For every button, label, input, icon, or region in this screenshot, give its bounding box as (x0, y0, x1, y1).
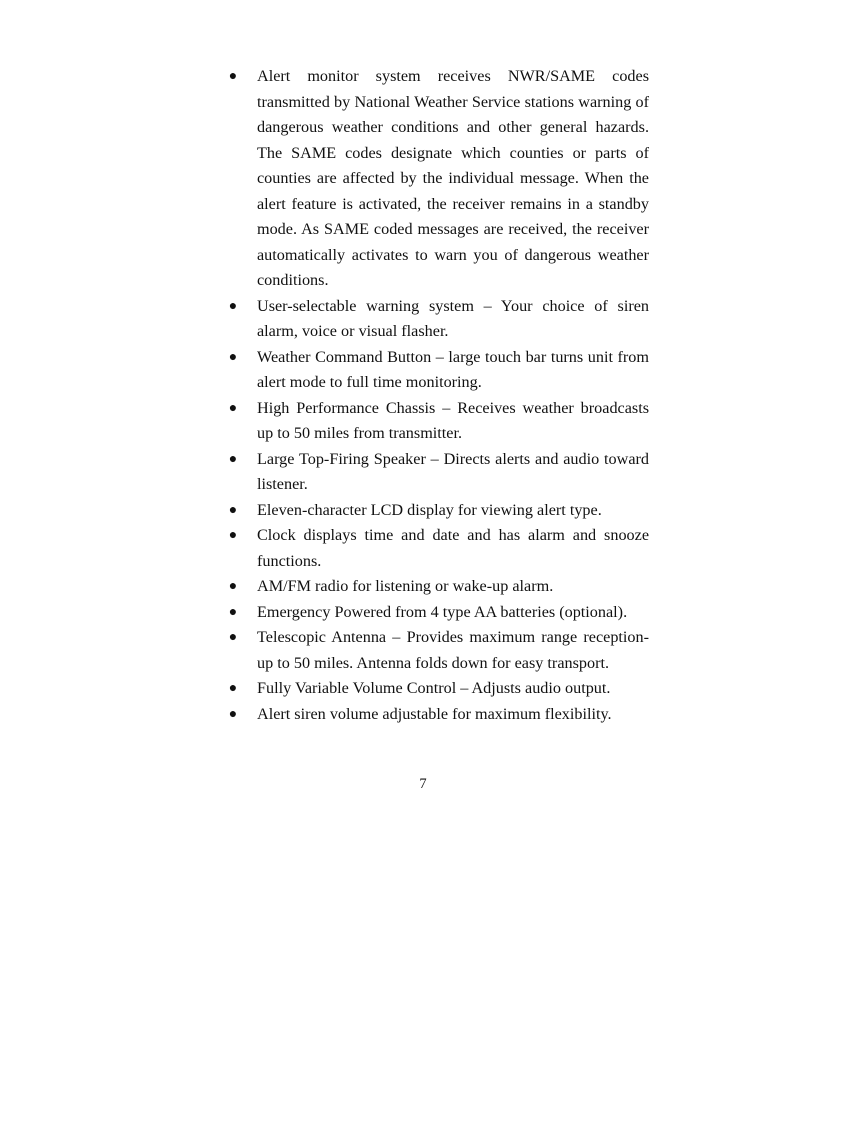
page-number: 7 (419, 776, 427, 792)
list-item-text: Large Top-Firing Speaker – Directs alerts and audio toward listener. (257, 449, 649, 493)
list-item (228, 64, 649, 294)
bullet-dot-icon: ● (228, 69, 238, 84)
bullet-dot-icon: ● (228, 706, 238, 722)
bullet-dot-icon: ● (228, 681, 238, 696)
bullet-dot-icon: ● (228, 579, 238, 594)
list-item (228, 676, 649, 702)
feature-list (228, 64, 649, 727)
bullet-dot-icon: ● (228, 528, 238, 543)
bullet-dot-icon: ● (228, 349, 238, 365)
bullet-dot-icon: ● (228, 400, 238, 416)
bullet-dot-icon: ● (228, 604, 238, 620)
list-item (228, 600, 649, 626)
bullet-dot-icon: ● (228, 630, 238, 645)
list-item-text: AM/FM radio for listening or wake-up alarm. (257, 577, 554, 595)
bullet-dot-icon: ● (228, 298, 238, 314)
list-item (228, 498, 649, 524)
list-item-text: Telescopic Antenna – Provides maximum range reception-up to 50 miles. Antenna folds down for easy transport. (257, 628, 649, 672)
list-item (228, 574, 649, 600)
list-item-text: Alert siren volume adjustable for maximum flexibility. (257, 704, 612, 723)
list-item-text: User-selectable warning system – Your choice of siren alarm, voice or visual flasher. (257, 296, 649, 340)
list-item-text: High Performance Chassis – Receives weather broadcasts up to 50 miles from transmitter. (257, 398, 649, 442)
list-item-text: Emergency Powered from 4 type AA batteries (optional). (257, 602, 628, 621)
list-item (228, 345, 649, 396)
bullet-dot-icon: ● (228, 502, 238, 518)
bullet-dot-icon: ● (228, 451, 238, 467)
list-item-text: Clock displays time and date and has alarm and snooze functions. (257, 526, 649, 570)
list-item (228, 396, 649, 447)
list-item (228, 625, 649, 676)
list-item (228, 447, 649, 498)
list-item-text: Weather Command Button – large touch bar turns unit from alert mode to full time monitoring. (257, 347, 649, 391)
list-item (228, 702, 649, 728)
list-item (228, 294, 649, 345)
list-item-text: Eleven-character LCD display for viewing alert type. (257, 500, 602, 519)
list-item (228, 523, 649, 574)
list-item-text: Fully Variable Volume Control – Adjusts audio output. (257, 679, 611, 697)
list-item-text: Alert monitor system receives NWR/SAME codes transmitted by National Weather Service stations warning of dangerous weather conditions and other general hazards. The SAME codes designate which counties or parts of counties are affected by the individual message. When the alert feature is activated, the receiver remains in a standby mode. As SAME coded messages are received, the receiver automatically activates to warn you of dangerous weather conditions. (257, 67, 649, 289)
